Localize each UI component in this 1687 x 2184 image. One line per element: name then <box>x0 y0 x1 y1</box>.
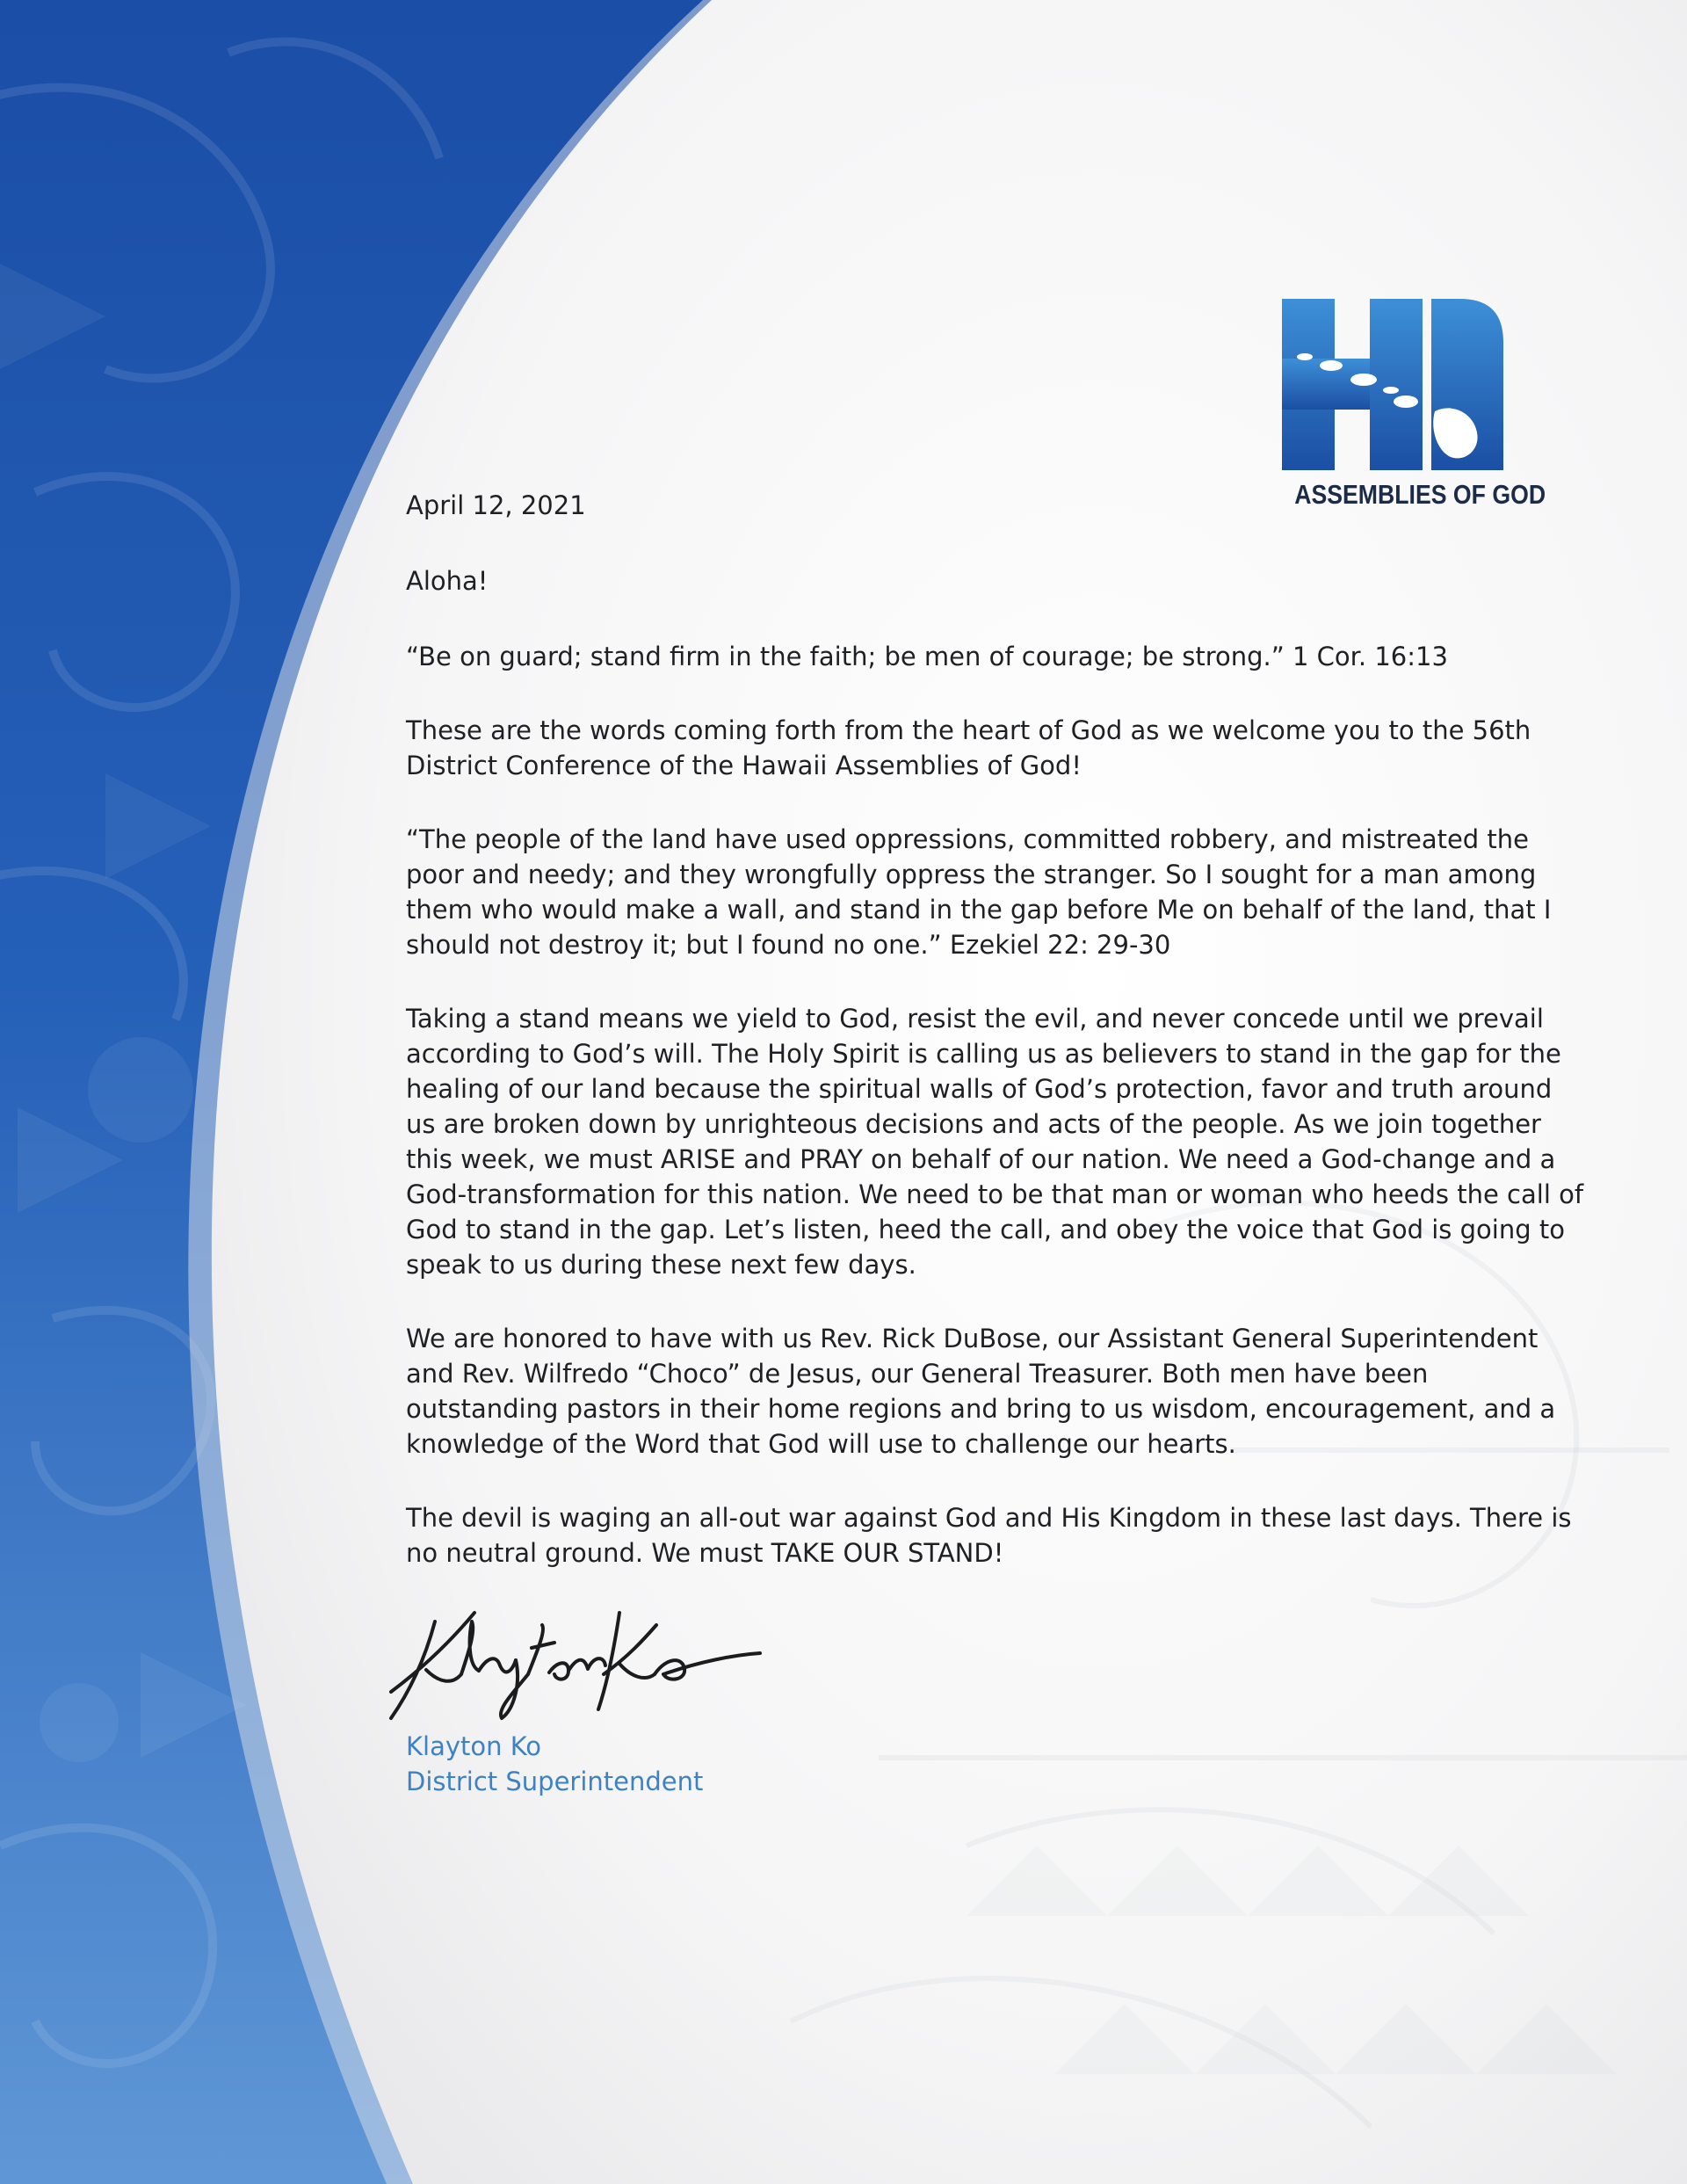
letter-body <box>406 488 1588 1609</box>
letter-date: April 12, 2021 <box>406 490 586 520</box>
signer-name: Klayton Ko <box>406 1731 542 1761</box>
hi-logo-mark <box>1278 299 1507 470</box>
letter-paragraph: Taking a stand means we yield to God, resist the evil, and never concede until we prevail according to God’s will. The Holy Spirit is calling us as believers to stand in the gap for the healing of our land because the spiritual walls of God’s protection, favor and truth around us are broken down by unrighteous decisions and acts of the people. As we join together this week, we must ARISE and PRAY on behalf of our nation. We need a God-change and a God-transformation for this nation. We need to be that man or woman who heeds the call of God to stand in the gap. Let’s listen, heed the call, and obey the voice that God is going to speak to us during these next few days. <box>406 1004 1584 1280</box>
letter-paragraph: “Be on guard; stand firm in the faith; be men of courage; be strong.” 1 Cor. 16:13 <box>406 642 1448 671</box>
signer-title: District Superintendent <box>406 1767 704 1796</box>
letter-greeting: Aloha! <box>406 566 489 596</box>
letter-paragraph: These are the words coming forth from the heart of God as we welcome you to the 56th District Conference of the Hawaii Assemblies of God! <box>406 715 1531 780</box>
handwritten-signature <box>373 1586 769 1727</box>
signature-block <box>406 1729 703 1799</box>
letter-paragraph: “The people of the land have used oppressions, committed robbery, and mistreated the poor and needy; and they wrongfully oppress the stranger. So I sought for a man among them who would make a wall, and stand in the gap before Me on behalf of the land, that I should not destroy it; but I found no one.” Ezekiel 22: 29-30 <box>406 824 1552 960</box>
letter-paragraph: The devil is waging an all-out war against God and His Kingdom in these last days. There is no neutral ground. We must TAKE OUR STAND! <box>406 1503 1572 1568</box>
logo-wordmark: ASSEMBLIES OF GOD <box>1294 479 1546 510</box>
letter-paragraph: We are honored to have with us Rev. Rick DuBose, our Assistant General Superintendent and Rev. Wilfredo “Choco” de Jesus, our General Treasurer. Both men have been outstanding pastors in their home regions and bring to us wisdom, encouragement, and a knowledge of the Word that God will use to challenge our hearts. <box>406 1324 1556 1459</box>
organization-logo <box>1278 299 1546 511</box>
